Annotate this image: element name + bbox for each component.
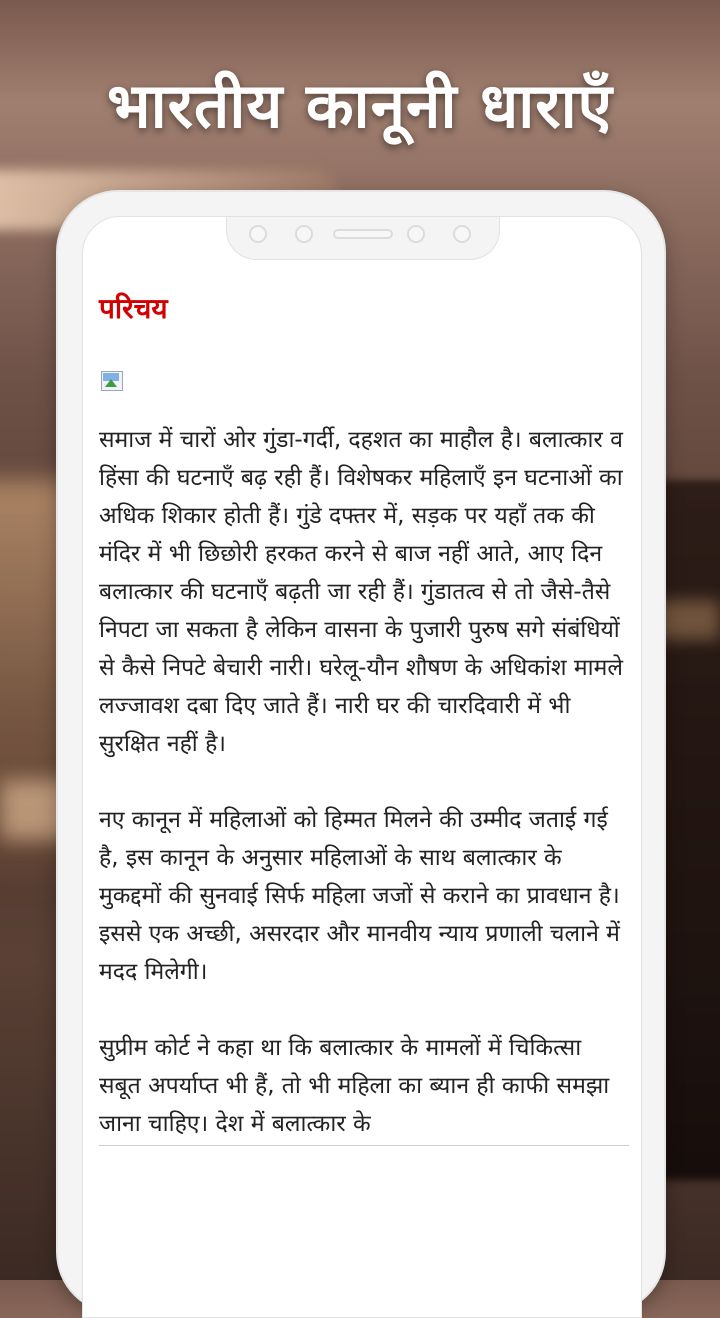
- front-camera-icon: [407, 225, 425, 243]
- phone-notch: [226, 216, 500, 260]
- article-content[interactable]: [99, 289, 629, 1146]
- article-paragraph: समाज में चारों ओर गुंडा-गर्दी, दहशत का माहौल है। बलात्कार व हिंसा की घटनाएँ बढ़ रही हैं। विशेषकर महिलाएँ इन घटनाओं का अधिक शिकार होती हैं। गुंडे दफ्तर में, सड़क पर यहाँ तक की मंदिर में भी छिछोरी हरकत करने से बाज नहीं आते, आए दिन बलात्कार की घटनाएँ बढ़ती जा रही हैं। गुंडातत्व से तो जैसे-तैसे निपटा जा सकता है लेकिन वासना के पुजारी पुरुष सगे संबंधियों से कैसे निपटे बेचारी नारी। घरेलू-यौन शौषण के अधिकांश मामले लज्जावश दबा दिए जाते हैं। नारी घर की चारदिवारी में भी सुरक्षित नहीं है।: [99, 427, 623, 757]
- article-paragraph: नए कानून में महिलाओं को हिम्मत मिलने की उम्मीद जताई गई है, इस कानून के अनुसार महिलाओं के साथ बलात्कार के मुकद्दमों की सुनवाई सिर्फ महिला जजों से कराने का प्रावधान है। इससे एक अच्छी, असरदार और मानवीय न्याय प्रणाली चलाने में मदद मिलेगी।: [99, 807, 620, 985]
- camera-icon: [295, 225, 313, 243]
- article-paragraph: सुप्रीम कोर्ट ने कहा था कि बलात्कार के मामलों में चिकित्सा सबूत अपर्याप्त भी हैं, तो भी महिला का ब्यान ही काफी समझा जाना चाहिए। देश में बलात्कार के: [99, 1029, 629, 1146]
- phone-screen: [82, 216, 642, 1318]
- promo-headline: भारतीय कानूनी धाराएँ: [107, 69, 613, 142]
- speaker-grille: [333, 229, 393, 239]
- phone-frame: [58, 192, 664, 1312]
- broken-image-icon: [99, 369, 125, 393]
- section-title: परिचय: [99, 292, 168, 325]
- sensor-icon: [453, 225, 471, 243]
- sensor-icon: [249, 225, 267, 243]
